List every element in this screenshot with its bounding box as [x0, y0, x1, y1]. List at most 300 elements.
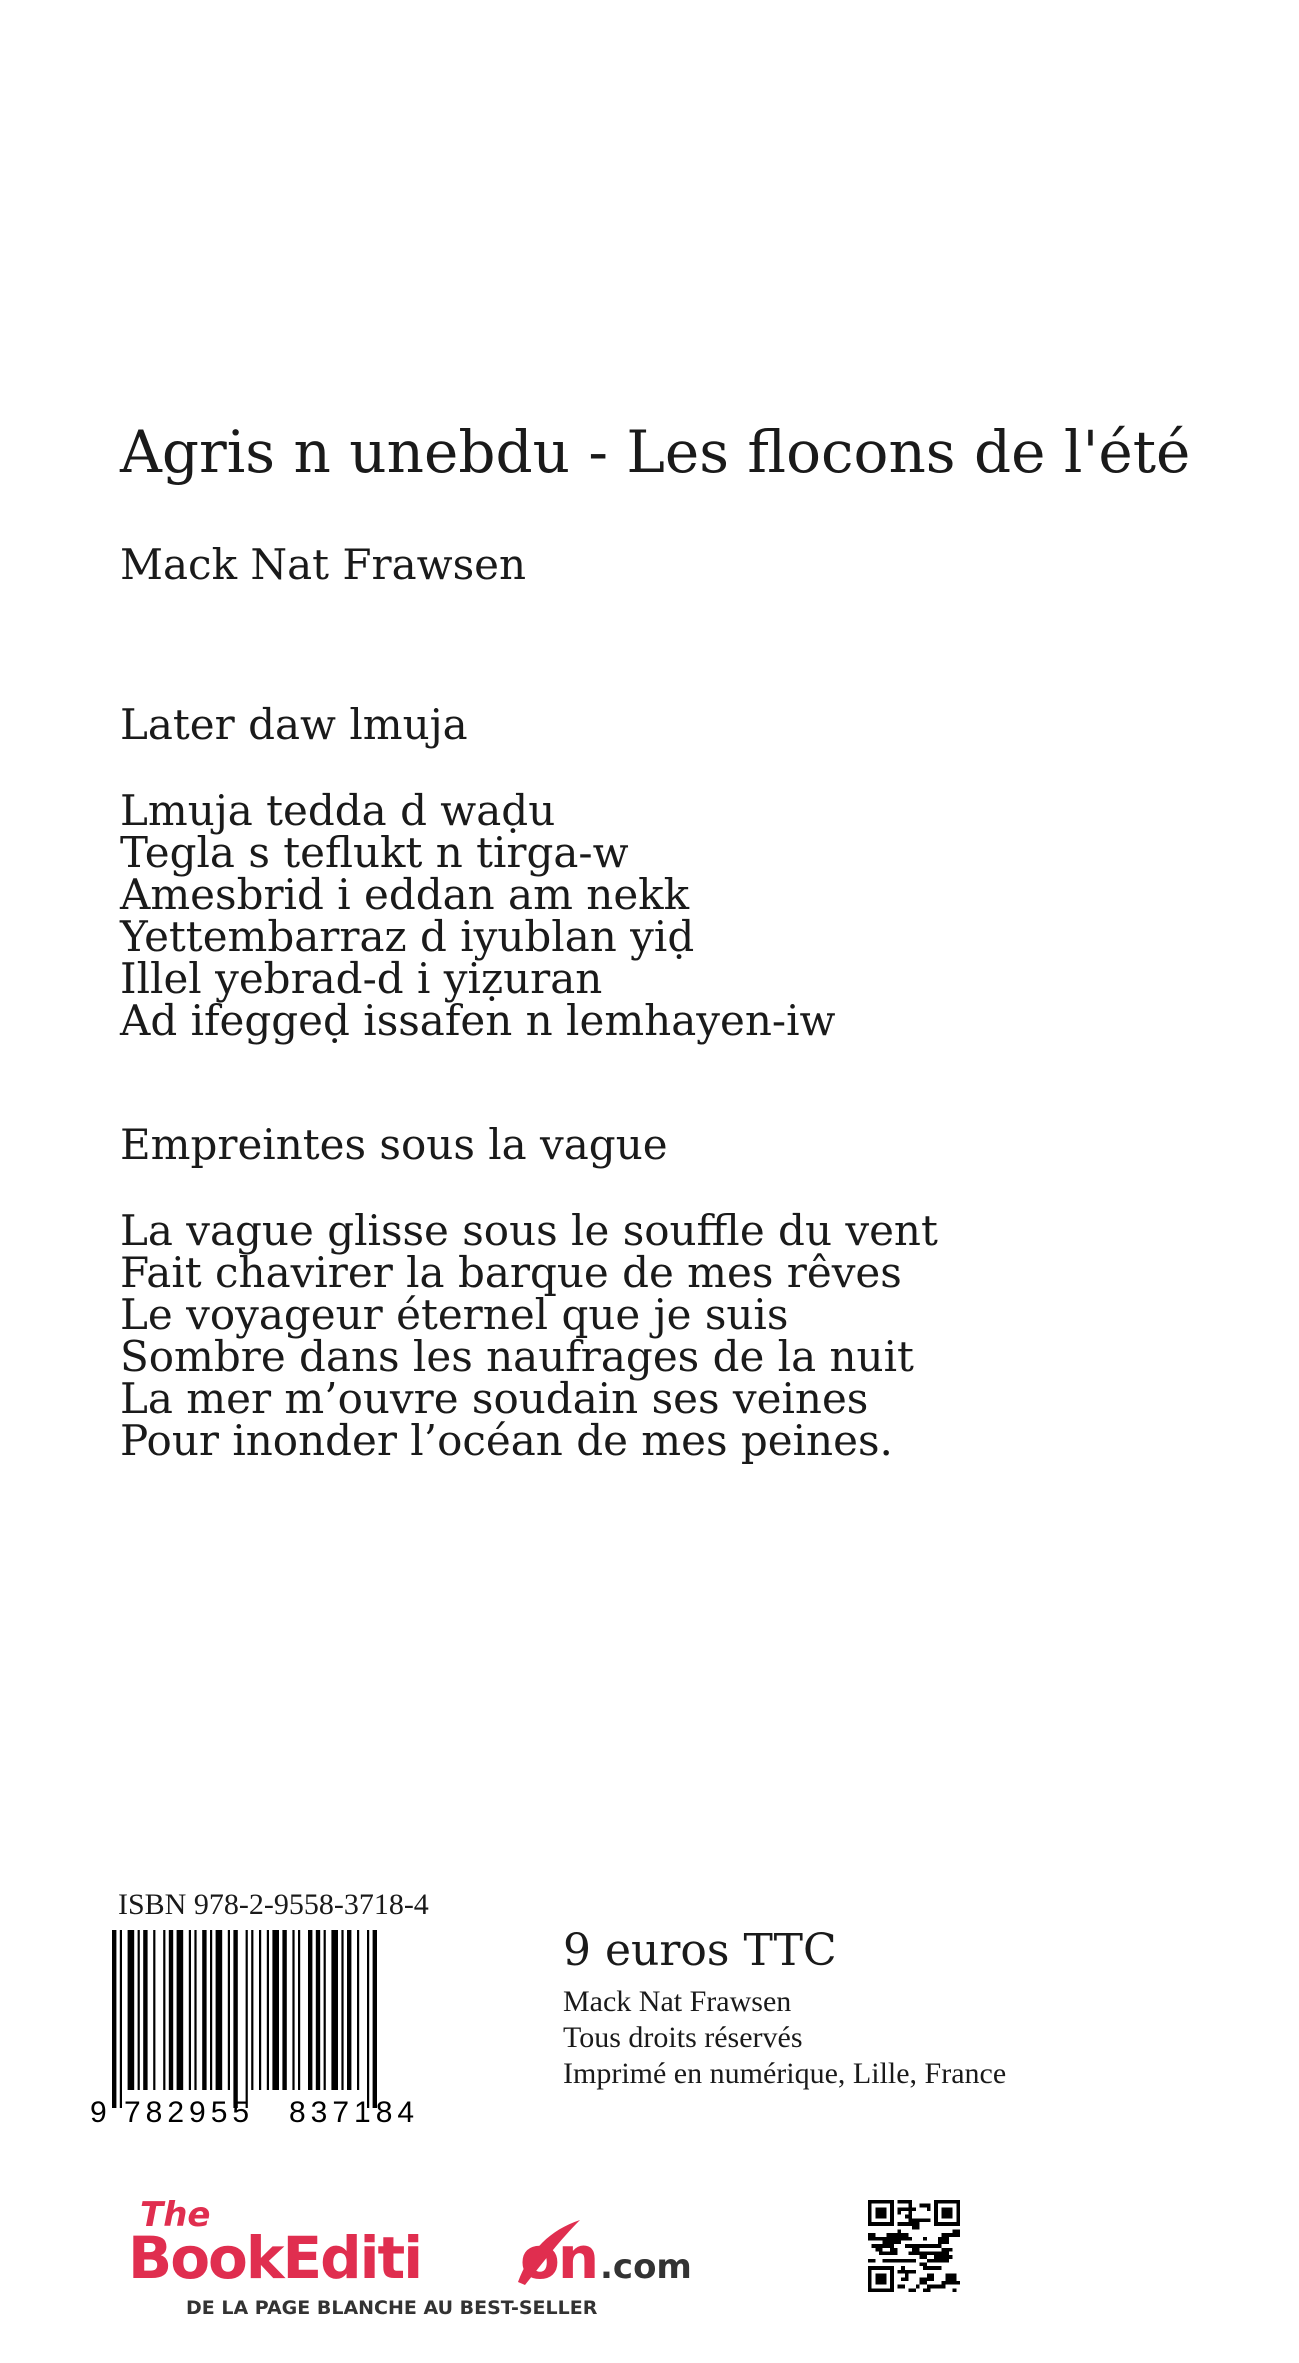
- qr-module: [890, 2288, 894, 2292]
- qr-module: [934, 2244, 938, 2248]
- qr-module: [868, 2211, 872, 2215]
- qr-module: [905, 2237, 909, 2241]
- qr-module: [868, 2204, 872, 2208]
- qr-module: [927, 2259, 931, 2263]
- poem-line: Amesbrid i eddan am nekk: [120, 870, 690, 919]
- qr-module: [923, 2255, 927, 2259]
- qr-module: [872, 2222, 876, 2226]
- qr-module: [886, 2237, 890, 2241]
- poem-line: Sombre dans les naufrages de la nuit: [120, 1332, 914, 1381]
- qr-module: [901, 2285, 905, 2289]
- barcode-bar: [341, 1930, 343, 2090]
- poem-line: La mer m’ouvre soudain ses veines: [120, 1374, 869, 1423]
- qr-module: [942, 2237, 946, 2241]
- barcode-digits-left: 782955: [124, 2096, 255, 2128]
- qr-module: [908, 2207, 912, 2211]
- qr-module: [875, 2248, 879, 2252]
- qr-module: [890, 2285, 894, 2289]
- qr-module: [945, 2233, 949, 2237]
- qr-module: [956, 2204, 960, 2208]
- qr-module: [934, 2218, 938, 2222]
- qr-module: [949, 2248, 953, 2252]
- barcode-bar: [316, 1930, 320, 2090]
- qr-module: [897, 2233, 901, 2237]
- qr-module: [875, 2215, 879, 2219]
- qr-module: [868, 2218, 872, 2222]
- qr-module: [945, 2222, 949, 2226]
- qr-module: [923, 2237, 927, 2241]
- qr-module: [916, 2285, 920, 2289]
- qr-module: [872, 2237, 876, 2241]
- qr-module: [912, 2248, 916, 2252]
- qr-module: [923, 2204, 927, 2208]
- qr-module: [894, 2240, 898, 2244]
- qr-module: [934, 2252, 938, 2256]
- qr-module: [912, 2259, 916, 2263]
- qr-module: [905, 2244, 909, 2248]
- barcode-bar: [272, 1930, 279, 2090]
- qr-module: [908, 2211, 912, 2215]
- poem-line: Pour inonder l’océan de mes peines.: [120, 1416, 893, 1465]
- qr-module: [949, 2200, 953, 2204]
- qr-module: [875, 2288, 879, 2292]
- qr-module: [938, 2252, 942, 2256]
- qr-module: [927, 2274, 931, 2278]
- qr-module: [901, 2222, 905, 2226]
- qr-module: [879, 2200, 883, 2204]
- qr-module: [934, 2211, 938, 2215]
- qr-module: [945, 2277, 949, 2281]
- qr-module: [956, 2222, 960, 2226]
- qr-module: [879, 2288, 883, 2292]
- qr-module: [901, 2277, 905, 2281]
- qr-module: [905, 2274, 909, 2278]
- qr-module: [897, 2211, 901, 2215]
- qr-module: [897, 2237, 901, 2241]
- qr-module: [956, 2215, 960, 2219]
- qr-module: [879, 2248, 883, 2252]
- poem-line: Tegla s teflukt n tirga-w: [120, 828, 629, 877]
- qr-module: [886, 2240, 890, 2244]
- qr-module: [949, 2211, 953, 2215]
- qr-module: [879, 2237, 883, 2241]
- price: 9 euros TTC: [563, 1925, 837, 1976]
- qr-module: [945, 2200, 949, 2204]
- barcode-bar: [308, 1930, 312, 2090]
- qr-module: [916, 2248, 920, 2252]
- qr-module: [890, 2266, 894, 2270]
- qr-module: [934, 2207, 938, 2211]
- qr-module: [868, 2207, 872, 2211]
- qr-module: [879, 2215, 883, 2219]
- qr-module: [923, 2263, 927, 2267]
- qr-module: [923, 2218, 927, 2222]
- qr-module: [897, 2222, 901, 2226]
- barcode-bar: [233, 1930, 237, 2108]
- qr-module: [875, 2211, 879, 2215]
- book-author: Mack Nat Frawsen: [120, 540, 527, 589]
- qr-module: [931, 2266, 935, 2270]
- qr-module: [901, 2270, 905, 2274]
- barcode-bar: [367, 1930, 369, 2108]
- qr-module: [956, 2218, 960, 2222]
- qr-module: [905, 2215, 909, 2219]
- qr-module: [923, 2281, 927, 2285]
- qr-module: [890, 2252, 894, 2256]
- barcode-bar: [324, 1930, 326, 2090]
- qr-module: [883, 2207, 887, 2211]
- qr-module: [945, 2211, 949, 2215]
- qr-module: [945, 2240, 949, 2244]
- qr-module: [923, 2288, 927, 2292]
- qr-module: [920, 2263, 924, 2267]
- qr-module: [942, 2211, 946, 2215]
- qr-module: [868, 2233, 872, 2237]
- qr-module: [872, 2259, 876, 2263]
- qr-module: [927, 2207, 931, 2211]
- qr-module: [945, 2237, 949, 2241]
- qr-module: [942, 2240, 946, 2244]
- qr-module: [931, 2252, 935, 2256]
- qr-module: [927, 2204, 931, 2208]
- qr-module: [890, 2233, 894, 2237]
- barcode-bar: [138, 1930, 140, 2090]
- qr-module: [912, 2218, 916, 2222]
- qr-module: [890, 2218, 894, 2222]
- qr-module: [883, 2244, 887, 2248]
- qr-module: [934, 2222, 938, 2226]
- qr-module: [897, 2229, 901, 2233]
- qr-module: [916, 2226, 920, 2230]
- qr-module: [938, 2240, 942, 2244]
- qr-module: [938, 2244, 942, 2248]
- qr-module: [949, 2274, 953, 2278]
- qr-module: [872, 2288, 876, 2292]
- qr-module: [938, 2255, 942, 2259]
- barcode-bar: [246, 1930, 248, 2108]
- qr-module: [890, 2259, 894, 2263]
- barcode-bar: [259, 1930, 261, 2090]
- qr-module: [883, 2222, 887, 2226]
- qr-module: [927, 2244, 931, 2248]
- qr-module: [949, 2207, 953, 2211]
- qr-module: [945, 2252, 949, 2256]
- qr-module: [875, 2237, 879, 2241]
- barcode-bar: [357, 1930, 359, 2090]
- qr-module: [916, 2222, 920, 2226]
- qr-module: [886, 2252, 890, 2256]
- qr-module: [938, 2285, 942, 2289]
- qr-module: [927, 2288, 931, 2292]
- qr-module: [927, 2252, 931, 2256]
- qr-module: [956, 2207, 960, 2211]
- qr-module: [942, 2200, 946, 2204]
- qr-module: [942, 2215, 946, 2219]
- qr-module: [927, 2277, 931, 2281]
- qr-module: [901, 2200, 905, 2204]
- qr-module: [912, 2207, 916, 2211]
- qr-module: [894, 2233, 898, 2237]
- qr-module: [908, 2270, 912, 2274]
- barcode-bar: [347, 1930, 351, 2090]
- qr-code: [868, 2200, 960, 2292]
- qr-module: [908, 2237, 912, 2241]
- qr-module: [934, 2215, 938, 2219]
- logo-com: .com: [600, 2247, 692, 2287]
- qr-module: [886, 2266, 890, 2270]
- qr-module: [942, 2255, 946, 2259]
- qr-module: [883, 2288, 887, 2292]
- qr-module: [923, 2244, 927, 2248]
- qr-module: [890, 2248, 894, 2252]
- qr-module: [886, 2233, 890, 2237]
- imprint-rights: Tous droits réservés: [563, 2021, 803, 2054]
- qr-module: [927, 2218, 931, 2222]
- qr-module: [875, 2281, 879, 2285]
- barcode-bar: [210, 1930, 212, 2090]
- qr-module: [883, 2211, 887, 2215]
- qr-module: [949, 2255, 953, 2259]
- qr-module: [908, 2252, 912, 2256]
- qr-module: [883, 2215, 887, 2219]
- qr-module: [912, 2288, 916, 2292]
- qr-module: [912, 2244, 916, 2248]
- qr-module: [879, 2277, 883, 2281]
- qr-module: [931, 2244, 935, 2248]
- qr-module: [931, 2285, 935, 2289]
- qr-module: [883, 2240, 887, 2244]
- barcode: [82, 1928, 482, 2128]
- poem-line: Illel yebrad-d i yiẓuran: [120, 954, 603, 1003]
- barcode-bar: [298, 1930, 300, 2090]
- qr-module: [938, 2200, 942, 2204]
- barcode-bar: [282, 1930, 286, 2090]
- qr-module: [931, 2277, 935, 2281]
- qr-module: [890, 2200, 894, 2204]
- barcode-bar: [267, 1930, 269, 2090]
- qr-module: [905, 2207, 909, 2211]
- barcode-bar: [177, 1930, 184, 2090]
- qr-module: [890, 2204, 894, 2208]
- qr-module: [923, 2266, 927, 2270]
- qr-module: [942, 2285, 946, 2289]
- qr-module: [908, 2288, 912, 2292]
- qr-module: [934, 2266, 938, 2270]
- qr-module: [956, 2281, 960, 2285]
- barcode-bar: [292, 1930, 294, 2090]
- barcode-bar: [202, 1930, 206, 2090]
- qr-module: [883, 2259, 887, 2263]
- poem-1: [120, 786, 836, 1045]
- qr-module: [908, 2215, 912, 2219]
- qr-module: [879, 2281, 883, 2285]
- qr-module: [868, 2215, 872, 2219]
- qr-module: [868, 2281, 872, 2285]
- qr-module: [901, 2237, 905, 2241]
- bookedition-logo: [120, 2190, 720, 2320]
- poem-2: [120, 1206, 938, 1465]
- qr-module: [901, 2233, 905, 2237]
- barcode-bar: [216, 1930, 223, 2090]
- qr-module: [894, 2259, 898, 2263]
- qr-module: [868, 2266, 872, 2270]
- qr-module: [879, 2252, 883, 2256]
- qr-module: [934, 2200, 938, 2204]
- qr-module: [920, 2281, 924, 2285]
- qr-module: [875, 2207, 879, 2211]
- qr-module: [920, 2252, 924, 2256]
- qr-module: [868, 2222, 872, 2226]
- qr-module: [938, 2222, 942, 2226]
- barcode-bar: [163, 1930, 165, 2090]
- poem-line: Lmuja tedda d waḍu: [120, 786, 556, 835]
- barcode-bar: [169, 1930, 173, 2090]
- qr-module: [920, 2255, 924, 2259]
- qr-module: [868, 2274, 872, 2278]
- qr-module: [875, 2274, 879, 2278]
- qr-module: [949, 2281, 953, 2285]
- qr-module: [868, 2237, 872, 2241]
- qr-module: [912, 2270, 916, 2274]
- qr-module: [890, 2277, 894, 2281]
- qr-module: [883, 2281, 887, 2285]
- qr-module: [875, 2200, 879, 2204]
- qr-module: [886, 2200, 890, 2204]
- qr-module: [949, 2277, 953, 2281]
- qr-module: [938, 2237, 942, 2241]
- poem-line: Le voyageur éternel que je suis: [120, 1290, 789, 1339]
- qr-module: [923, 2277, 927, 2281]
- qr-module: [927, 2266, 931, 2270]
- qr-module: [905, 2233, 909, 2237]
- qr-module: [905, 2200, 909, 2204]
- barcode-bar: [228, 1930, 230, 2090]
- isbn-label: ISBN 978-2-9558-3718-4: [118, 1888, 429, 1921]
- logo-tagline: DE LA PAGE BLANCHE AU BEST-SELLER: [186, 2297, 598, 2319]
- qr-module: [934, 2204, 938, 2208]
- barcode-bar: [143, 1930, 147, 2090]
- qr-module: [872, 2200, 876, 2204]
- qr-module: [875, 2244, 879, 2248]
- qr-module: [908, 2218, 912, 2222]
- barcode-bar: [331, 1930, 338, 2090]
- imprint-printed: Imprimé en numérique, Lille, France: [563, 2057, 1007, 2090]
- qr-module: [908, 2204, 912, 2208]
- qr-module: [942, 2207, 946, 2211]
- barcode-bar: [120, 1930, 122, 2108]
- qr-module: [912, 2222, 916, 2226]
- qr-module: [879, 2266, 883, 2270]
- qr-module: [879, 2211, 883, 2215]
- barcode-bar: [194, 1930, 196, 2090]
- qr-module: [908, 2244, 912, 2248]
- qr-module: [942, 2233, 946, 2237]
- barcode-bar: [112, 1930, 116, 2108]
- qr-module: [916, 2252, 920, 2256]
- qr-module: [927, 2285, 931, 2289]
- poem-title-1: Later daw lmuja: [120, 700, 468, 749]
- poem-line: Fait chavirer la barque de mes rêves: [120, 1248, 902, 1297]
- qr-module: [912, 2226, 916, 2230]
- qr-module: [879, 2244, 883, 2248]
- qr-module: [879, 2222, 883, 2226]
- qr-module: [905, 2259, 909, 2263]
- qr-module: [897, 2285, 901, 2289]
- imprint-author: Mack Nat Frawsen: [563, 1985, 792, 2018]
- qr-module: [897, 2200, 901, 2204]
- qr-module: [938, 2266, 942, 2270]
- barcode-bar: [128, 1930, 135, 2090]
- qr-module: [883, 2274, 887, 2278]
- qr-module: [953, 2277, 957, 2281]
- qr-module: [890, 2207, 894, 2211]
- qr-module: [890, 2270, 894, 2274]
- book-title: Agris n unebdu - Les flocons de l'été: [120, 418, 1191, 486]
- qr-module: [890, 2215, 894, 2219]
- qr-module: [886, 2222, 890, 2226]
- logo-on: on: [520, 2224, 598, 2292]
- qr-module: [956, 2233, 960, 2237]
- qr-module: [890, 2237, 894, 2241]
- barcode-bar: [189, 1930, 191, 2090]
- poem-line: Yettembarraz d iyublan yiḍ: [120, 912, 695, 961]
- logo-the: The: [140, 2195, 211, 2235]
- qr-module: [956, 2200, 960, 2204]
- qr-module: [920, 2277, 924, 2281]
- qr-module: [875, 2222, 879, 2226]
- qr-module: [953, 2274, 957, 2278]
- qr-module: [916, 2244, 920, 2248]
- qr-module: [883, 2200, 887, 2204]
- qr-module: [872, 2233, 876, 2237]
- qr-module: [894, 2252, 898, 2256]
- qr-module: [890, 2211, 894, 2215]
- qr-module: [916, 2218, 920, 2222]
- qr-module: [956, 2229, 960, 2233]
- qr-module: [890, 2222, 894, 2226]
- qr-module: [945, 2255, 949, 2259]
- qr-module: [908, 2259, 912, 2263]
- qr-module: [953, 2200, 957, 2204]
- qr-module: [897, 2259, 901, 2263]
- qr-module: [879, 2274, 883, 2278]
- qr-module: [945, 2281, 949, 2285]
- qr-module: [886, 2244, 890, 2248]
- qr-module: [883, 2237, 887, 2241]
- qr-module: [875, 2277, 879, 2281]
- qr-module: [934, 2255, 938, 2259]
- qr-module: [920, 2244, 924, 2248]
- qr-module: [945, 2207, 949, 2211]
- qr-module: [901, 2207, 905, 2211]
- qr-module: [894, 2237, 898, 2241]
- qr-module: [934, 2259, 938, 2263]
- qr-module: [886, 2259, 890, 2263]
- qr-module: [908, 2222, 912, 2226]
- qr-module: [920, 2204, 924, 2208]
- qr-module: [879, 2207, 883, 2211]
- qr-module: [908, 2200, 912, 2204]
- poem-title-2: Empreintes sous la vague: [120, 1120, 668, 1169]
- qr-module: [949, 2233, 953, 2237]
- qr-module: [905, 2222, 909, 2226]
- qr-module: [953, 2229, 957, 2233]
- qr-module: [890, 2240, 894, 2244]
- qr-module: [890, 2274, 894, 2278]
- qr-module: [945, 2248, 949, 2252]
- qr-module: [912, 2252, 916, 2256]
- qr-module: [868, 2270, 872, 2274]
